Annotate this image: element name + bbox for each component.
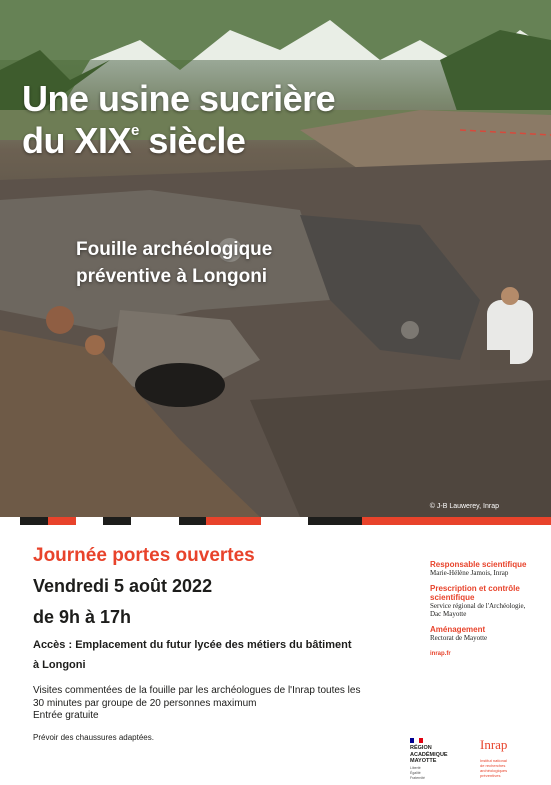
- region-motto-2: Égalité: [410, 770, 421, 775]
- region-academique-logo: [410, 738, 470, 780]
- archaeologist-legs: [480, 350, 510, 370]
- visits-line-3: Entrée gratuite: [33, 710, 99, 721]
- region-name-line-2: MAYOTTE: [410, 758, 437, 764]
- rock: [85, 335, 105, 355]
- person-prescription-line-1: Service régional de l'Archéologie,: [430, 601, 526, 610]
- shoes-note: Prévoir des chaussures adaptées.: [33, 733, 154, 742]
- divider-segment: [362, 517, 551, 525]
- divider-segment: [103, 517, 131, 525]
- divider-segment: [206, 517, 261, 525]
- person-prescription-line-2: Dac Mayotte: [430, 610, 467, 618]
- divider-segment: [0, 517, 20, 525]
- region-motto-3: Fraternité: [410, 775, 425, 780]
- inrap-logo: [480, 738, 540, 778]
- inrap-tagline-3: archéologiques: [480, 768, 508, 773]
- visits-info: [33, 685, 393, 723]
- role-prescription-line-1: Prescription et contrôle: [430, 583, 520, 593]
- role-scientific: Responsable scientifique: [430, 560, 527, 569]
- credits-column: [430, 560, 548, 648]
- divider-segment: [20, 517, 48, 525]
- inrap-tagline-2: de recherches: [480, 763, 506, 768]
- inrap-tagline: [480, 758, 522, 778]
- photo-credit: © J-B Lauwerey, Inrap: [429, 503, 499, 510]
- event-title: Journée portes ouvertes: [33, 545, 255, 566]
- website-link[interactable]: inrap.fr: [430, 651, 451, 657]
- event-time: de 9h à 17h: [33, 607, 132, 627]
- divider-segment: [131, 517, 179, 525]
- divider-segment: [261, 517, 309, 525]
- visits-line-2: 30 minutes par groupe de 20 personnes maximum: [33, 697, 257, 709]
- divider-bar: [0, 517, 551, 525]
- access-line-1: Accès : Emplacement du futur lycée des métiers du bâtiment: [33, 639, 352, 651]
- region-motto-1: Liberté: [410, 765, 421, 770]
- region-name-line-1: RÉGION ACADÉMIQUE: [410, 745, 448, 758]
- archaeologist-head: [501, 287, 519, 305]
- access-info: [33, 635, 393, 675]
- inrap-tagline-1: Institut national: [480, 758, 507, 763]
- rubble-floor: [250, 380, 551, 517]
- divider-segment: [76, 517, 104, 525]
- rock: [401, 321, 419, 339]
- french-flag-icon: [410, 738, 423, 743]
- role-amenagement: Aménagement: [430, 624, 486, 634]
- person-scientific: Marie-Hélène Jamois, Inrap: [430, 569, 509, 577]
- title-line-1: Une usine sucrière: [22, 78, 336, 119]
- page-title: [22, 78, 335, 162]
- person-prescription: [430, 602, 548, 619]
- well-opening: [135, 363, 225, 407]
- page-subtitle: [76, 236, 272, 290]
- divider-segment: [179, 517, 206, 525]
- inrap-wordmark: Inrap: [480, 737, 508, 752]
- subtitle-line-1: Fouille archéologique: [76, 239, 273, 260]
- title-line-2: du XIXe siècle: [22, 120, 246, 161]
- rock: [46, 306, 74, 334]
- divider-segment: [308, 517, 362, 525]
- subtitle-line-2: préventive à Longoni: [76, 266, 268, 287]
- access-line-2: à Longoni: [33, 659, 86, 671]
- visits-line-1: Visites commentées de la fouille par les archéologues de l'Inrap toutes les: [33, 685, 361, 696]
- inrap-tagline-4: préventives: [480, 773, 501, 778]
- divider-segment: [48, 517, 76, 525]
- role-prescription-line-2: scientifique: [430, 592, 475, 602]
- flag-stripe: [419, 738, 423, 743]
- person-amenagement: Rectorat de Mayotte: [430, 633, 488, 642]
- event-date: Vendredi 5 août 2022: [33, 576, 213, 596]
